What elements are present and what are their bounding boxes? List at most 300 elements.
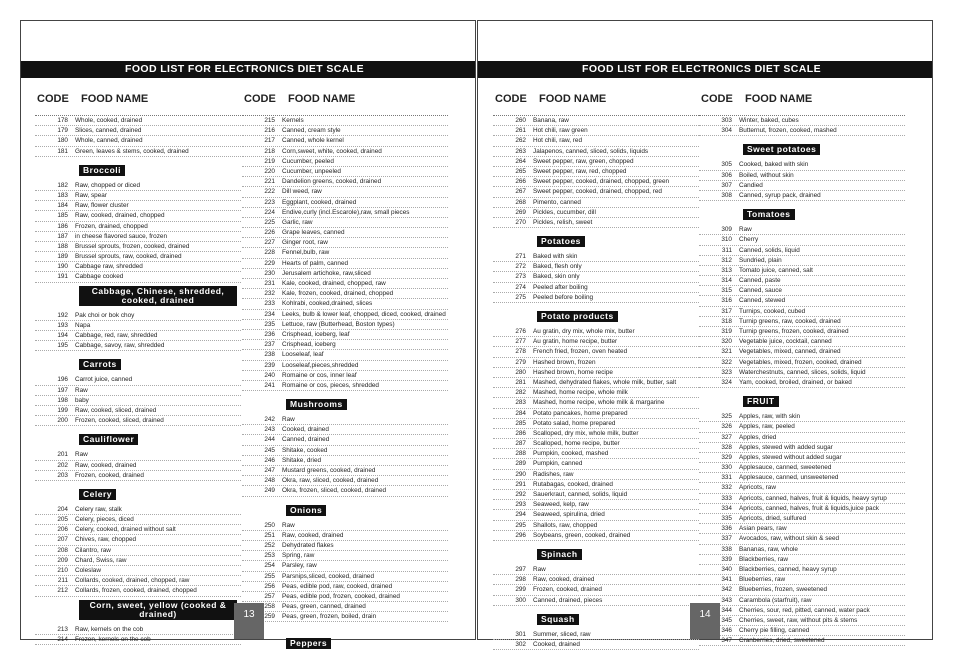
food-entry — [242, 561, 448, 571]
food-name: Mashed, dehydrated flakes, whole milk, butter, salt — [533, 378, 677, 386]
food-code: 269 — [515, 208, 526, 216]
food-code: 288 — [515, 450, 526, 458]
food-code: 334 — [721, 504, 732, 512]
food-entry — [35, 625, 241, 635]
food-entry — [493, 388, 699, 398]
food-name: Shallots, raw, chopped — [533, 521, 598, 529]
food-name: Cherries, sour, red, pitted, canned, water pack — [739, 606, 870, 614]
food-name: Turnip greens, frozen, cooked, drained — [739, 328, 849, 335]
food-entry — [493, 337, 699, 347]
food-entry — [699, 453, 905, 463]
food-name: Leeks, bulb & lower leaf, chopped, diced, cooked, drained — [282, 310, 446, 318]
food-entry — [35, 126, 241, 136]
food-name: Celery, pieces, diced — [75, 516, 134, 524]
category-heading — [537, 306, 699, 324]
food-entry — [699, 368, 905, 378]
food-code: 274 — [515, 283, 526, 291]
entry-list — [35, 116, 241, 645]
food-name: Blueberries, frozen, sweetened — [739, 586, 828, 594]
food-code: 336 — [721, 525, 732, 533]
food-entry — [699, 317, 905, 327]
food-entry — [699, 636, 905, 646]
food-name: Seaweed, spirulina, dried — [533, 511, 605, 519]
food-entry — [493, 157, 699, 167]
food-name: Cabbage, red, raw, shredded — [75, 332, 158, 339]
food-code: 258 — [264, 603, 275, 611]
food-entry — [699, 616, 905, 626]
food-name: Looseleaf, leaf — [282, 351, 324, 359]
food-name: Raw, kernels on the cob — [75, 625, 144, 633]
food-name: Green, leaves & stems, cooked, drained — [75, 147, 189, 155]
food-code: 185 — [57, 212, 68, 220]
food-name: Pumpkin, cooked, mashed — [533, 450, 609, 458]
food-name: Seaweed, kelp, raw — [533, 501, 589, 509]
food-entry — [699, 504, 905, 514]
food-code: 285 — [515, 419, 526, 427]
food-code: 325 — [721, 413, 732, 421]
food-name: Peeled before boiling — [533, 293, 594, 301]
food-code: 313 — [721, 266, 732, 274]
food-code: 194 — [57, 332, 68, 339]
food-name: Celery, cooked, drained without salt — [75, 526, 176, 534]
food-entry — [242, 177, 448, 187]
food-code: 243 — [264, 426, 275, 434]
food-name: Canned, drained, pieces — [533, 596, 603, 604]
food-code: 222 — [264, 188, 275, 196]
food-name: Turnips, cooked, cubed — [739, 307, 806, 315]
food-code: 315 — [721, 287, 732, 295]
page-14 — [477, 20, 933, 648]
food-code: 292 — [515, 491, 526, 498]
food-name: Raw, chopped or diced — [75, 181, 141, 189]
food-code: 286 — [515, 429, 526, 437]
food-entry — [35, 116, 241, 126]
food-name: Canned, solids, liquid — [739, 246, 800, 254]
food-name: Canned, sauce — [739, 287, 782, 295]
food-entry — [35, 546, 241, 556]
food-column — [493, 91, 699, 650]
food-entry — [699, 235, 905, 245]
food-name: Crisphead, iceberg, leaf — [282, 330, 350, 338]
food-entry — [699, 296, 905, 306]
food-entry — [242, 476, 448, 486]
food-name: Cabbage, savoy, raw, shredded — [75, 342, 165, 350]
food-name: Kernels — [282, 117, 304, 124]
food-entry — [493, 575, 699, 585]
food-entry — [35, 331, 241, 341]
food-code: 282 — [515, 389, 526, 397]
food-code: 216 — [264, 127, 275, 135]
food-entry — [493, 630, 699, 640]
food-code: 199 — [57, 406, 68, 414]
food-name: Raw, cooked, drained, chopped — [75, 212, 165, 220]
food-code: 326 — [721, 423, 732, 431]
food-entry — [242, 531, 448, 541]
code-header: CODE — [495, 93, 527, 105]
food-entry — [242, 238, 448, 248]
food-name: Raw — [739, 226, 752, 234]
food-name: Raw — [75, 386, 88, 394]
food-code: 244 — [264, 436, 275, 444]
food-entry — [493, 187, 699, 197]
food-code: 237 — [264, 341, 275, 349]
food-name: Raw, cooked, drained — [282, 531, 344, 539]
food-code: 203 — [57, 471, 68, 479]
food-entry — [242, 228, 448, 238]
food-name: Asian pears, raw — [739, 525, 787, 533]
food-code: 297 — [515, 565, 526, 573]
food-name: Kale, cooked, drained, chopped, raw — [282, 280, 386, 287]
food-entry — [35, 147, 241, 157]
food-name: Frozen, cooked, drained — [75, 471, 144, 479]
category-label: Sweet potatoes — [743, 144, 820, 155]
food-name: Carambola (starfruit), raw — [739, 596, 812, 604]
food-name: Carrot juice, canned — [75, 376, 133, 384]
food-entry — [242, 136, 448, 146]
food-name: Mashed, home recipe, whole milk — [533, 389, 628, 397]
header-divider — [699, 107, 905, 116]
food-name: Candied — [739, 181, 763, 189]
food-entry — [493, 585, 699, 595]
food-name: Okra, frozen, sliced, cooked, drained — [282, 487, 387, 495]
food-entry — [493, 470, 699, 480]
food-name: in cheese flavored sauce, frozen — [75, 232, 168, 240]
food-entry — [699, 524, 905, 534]
food-name: Vegetables, mixed, frozen, cooked, drained — [739, 358, 862, 366]
food-entry — [493, 218, 699, 228]
food-entry — [242, 381, 448, 391]
food-code: 195 — [57, 342, 68, 350]
food-name: Scalloped, dry mix, whole milk, butter — [533, 429, 639, 437]
food-name: Hashed brown, home recipe — [533, 368, 613, 376]
food-entry — [493, 419, 699, 429]
category-heading — [537, 609, 699, 627]
food-code: 206 — [57, 526, 68, 534]
food-name: Blueberries, raw — [739, 576, 786, 584]
food-code: 213 — [57, 625, 68, 633]
food-code: 221 — [264, 178, 275, 186]
food-name: Baked, skin only — [533, 273, 580, 281]
food-entry — [242, 320, 448, 330]
food-name: Bananas, raw, whole — [739, 545, 798, 553]
category-label: Peppers — [286, 638, 331, 649]
food-code: 191 — [57, 273, 68, 281]
food-code: 312 — [721, 256, 732, 264]
food-entry — [242, 572, 448, 582]
food-code: 320 — [721, 338, 732, 346]
food-name: Looseleaf,pieces,shredded — [282, 361, 359, 369]
food-code: 207 — [57, 536, 68, 544]
food-entry — [699, 225, 905, 235]
food-code: 245 — [264, 446, 275, 454]
food-code: 254 — [264, 562, 275, 570]
food-name: Baked, flesh only — [533, 263, 582, 271]
food-entry — [699, 626, 905, 636]
food-name: Sweet pepper, cooked, drained, chopped, red — [533, 188, 662, 196]
food-name: Avocados, raw, without skin & seed — [739, 535, 840, 543]
food-entry — [493, 136, 699, 146]
food-code: 186 — [57, 222, 68, 230]
food-code: 201 — [57, 451, 68, 459]
food-name: Parsnips,sliced, cooked, drained — [282, 572, 375, 580]
food-name: Vegetable juice, cocktail, canned — [739, 338, 832, 346]
food-code: 259 — [264, 613, 275, 621]
food-name: Canned, syrup pack, drained — [739, 191, 821, 199]
food-entry — [699, 337, 905, 347]
category-label: Spinach — [537, 549, 582, 560]
food-code: 331 — [721, 474, 732, 482]
food-name: Cilantro, raw — [75, 546, 111, 554]
category-heading — [286, 394, 448, 412]
food-code: 278 — [515, 348, 526, 356]
food-name: Cherries, sweet, raw, without pits & stems — [739, 616, 858, 624]
food-name: Butternut, frozen, cooked, mashed — [739, 127, 837, 135]
food-code: 217 — [264, 137, 275, 145]
food-name: Sweet pepper, raw, green, chopped — [533, 157, 634, 165]
food-entry — [35, 535, 241, 545]
food-code: 192 — [57, 311, 68, 319]
category-label: Potato products — [537, 311, 618, 322]
food-entry — [493, 459, 699, 469]
food-name: Potato pancakes, home prepared — [533, 409, 628, 417]
food-entry — [35, 586, 241, 596]
food-entry — [35, 262, 241, 272]
food-code: 333 — [721, 494, 732, 502]
food-code: 198 — [57, 396, 68, 404]
page-13 — [20, 20, 476, 649]
page-title: FOOD LIST FOR ELECTRONICS DIET SCALE — [21, 61, 475, 78]
food-code: 328 — [721, 443, 732, 451]
food-name: Endive,curly (incl.Escarole),raw, small pieces — [282, 208, 410, 216]
food-entry — [35, 515, 241, 525]
food-code: 225 — [264, 218, 275, 226]
food-name: Canned, cream style — [282, 127, 341, 135]
food-entry — [35, 576, 241, 586]
food-entry — [699, 545, 905, 555]
category-heading — [743, 391, 905, 409]
food-name: Radishes, raw — [533, 470, 574, 478]
food-code: 324 — [721, 378, 732, 386]
food-entry — [35, 461, 241, 471]
food-entry — [493, 449, 699, 459]
food-name: Peas, green, frozen, boiled, drain — [282, 613, 377, 621]
food-name: Fennel,bulb, raw — [282, 249, 330, 257]
food-name: Raw — [282, 416, 295, 424]
food-name: Kohlrabi, cooked,drained, slices — [282, 300, 373, 308]
food-code: 215 — [264, 117, 275, 124]
food-entry — [493, 640, 699, 650]
food-entry — [35, 635, 241, 645]
food-entry — [699, 463, 905, 473]
food-code: 220 — [264, 167, 275, 175]
food-code: 296 — [515, 531, 526, 539]
food-name: Romaine or cos, pieces, shredded — [282, 381, 379, 389]
food-entry — [493, 531, 699, 541]
food-name: Hashed brown, frozen — [533, 358, 596, 366]
food-entry — [699, 246, 905, 256]
food-entry — [35, 566, 241, 576]
food-code: 233 — [264, 300, 275, 308]
category-label: Cauliflower — [79, 434, 138, 445]
category-label: Broccoli — [79, 165, 125, 176]
food-code: 232 — [264, 290, 275, 298]
food-code: 211 — [57, 577, 68, 585]
food-entry — [35, 242, 241, 252]
food-code: 340 — [721, 565, 732, 573]
food-name: Tomato juice, canned, salt — [739, 266, 813, 274]
food-code: 229 — [264, 259, 275, 267]
food-entry — [35, 450, 241, 460]
food-name: Apples, stewed without added sugar — [739, 453, 842, 461]
food-entry — [493, 167, 699, 177]
food-entry — [242, 218, 448, 228]
food-code: 317 — [721, 307, 732, 315]
food-code: 224 — [264, 208, 275, 216]
food-name: Ginger root, raw — [282, 239, 328, 247]
food-code: 263 — [515, 147, 526, 155]
food-code: 231 — [264, 280, 275, 287]
food-name: Garlic, raw — [282, 218, 313, 226]
page-title: FOOD LIST FOR ELECTRONICS DIET SCALE — [478, 61, 932, 78]
food-entry — [493, 327, 699, 337]
food-code: 246 — [264, 456, 275, 464]
food-entry — [242, 435, 448, 445]
food-entry — [493, 347, 699, 357]
food-entry — [35, 211, 241, 221]
food-entry — [699, 160, 905, 170]
food-entry — [699, 422, 905, 432]
food-code: 277 — [515, 338, 526, 346]
food-entry — [699, 596, 905, 606]
food-entry — [699, 412, 905, 422]
food-code: 318 — [721, 317, 732, 325]
food-entry — [35, 252, 241, 262]
food-entry — [699, 575, 905, 585]
food-code: 304 — [721, 127, 732, 135]
food-name: Cabbage cooked — [75, 273, 124, 281]
food-entry — [493, 521, 699, 531]
category-heading — [537, 231, 699, 249]
food-entry — [493, 378, 699, 388]
food-code: 235 — [264, 320, 275, 328]
food-entry — [699, 347, 905, 357]
column-header — [699, 91, 905, 107]
food-code: 330 — [721, 464, 732, 472]
food-entry — [493, 490, 699, 500]
food-code: 226 — [264, 229, 275, 237]
food-name: Au gratin, dry mix, whole mix, butter — [533, 328, 635, 335]
food-entry — [493, 293, 699, 303]
food-entry — [699, 266, 905, 276]
food-entry — [493, 596, 699, 606]
food-entry — [493, 368, 699, 378]
code-header: CODE — [701, 93, 733, 105]
food-name: Cooked, drained — [533, 640, 580, 648]
food-name-header: FOOD NAME — [81, 93, 149, 105]
food-name: Lettuce, raw (Butterhead, Boston types) — [282, 320, 395, 328]
food-code: 311 — [721, 246, 732, 254]
food-name: Shitake, dried — [282, 456, 322, 464]
food-code: 291 — [515, 480, 526, 488]
category-label: Corn, sweet, yellow (cooked & drained) — [79, 600, 237, 620]
food-entry — [242, 147, 448, 157]
category-heading — [79, 600, 241, 622]
food-name: Romaine or cos, inner leaf — [282, 371, 357, 379]
food-code: 306 — [721, 171, 732, 179]
food-entry — [699, 534, 905, 544]
food-entry — [493, 429, 699, 439]
page-number: 14 — [690, 603, 720, 639]
food-name: Rutabagas, cooked, drained — [533, 480, 613, 488]
food-name: Boiled, without skin — [739, 171, 794, 179]
food-entry — [35, 406, 241, 416]
food-code: 289 — [515, 460, 526, 468]
food-code: 181 — [57, 147, 68, 155]
food-entry — [493, 283, 699, 293]
food-name: Vegetables, mixed, canned, drained — [739, 348, 841, 356]
food-entry — [493, 126, 699, 136]
food-entry — [493, 358, 699, 368]
food-name: Cucumber, unpeeled — [282, 167, 341, 175]
column-header — [242, 91, 448, 107]
food-name: Sweet pepper, raw, red, chopped — [533, 167, 627, 175]
food-code: 228 — [264, 249, 275, 257]
food-name: Summer, sliced, raw — [533, 630, 591, 638]
food-code: 262 — [515, 137, 526, 145]
food-code: 210 — [57, 567, 68, 574]
food-code: 253 — [264, 552, 275, 560]
food-code: 256 — [264, 582, 275, 590]
food-entry — [35, 311, 241, 321]
header-divider — [242, 107, 448, 116]
food-entry — [242, 167, 448, 177]
food-name: Canned, whole kernel — [282, 137, 344, 145]
food-entry — [242, 299, 448, 309]
food-code: 298 — [515, 576, 526, 584]
food-entry — [699, 433, 905, 443]
food-code: 202 — [57, 461, 68, 469]
food-name: Mashed, home recipe, whole milk & margarine — [533, 399, 665, 407]
food-code: 257 — [264, 592, 275, 600]
food-entry — [242, 289, 448, 299]
food-entry — [242, 126, 448, 136]
food-name: Raw, flower cluster — [75, 202, 129, 210]
food-code: 332 — [721, 484, 732, 492]
category-heading — [537, 544, 699, 562]
food-entry — [493, 398, 699, 408]
food-name: Pumpkin, canned — [533, 460, 583, 468]
food-name: Canned, stewed — [739, 297, 786, 305]
food-code: 308 — [721, 191, 732, 199]
food-code: 283 — [515, 399, 526, 407]
food-entry — [242, 310, 448, 320]
food-entry — [242, 551, 448, 561]
food-name: Cucumber, peeled — [282, 157, 334, 165]
food-entry — [699, 483, 905, 493]
food-entry — [699, 327, 905, 337]
food-name: Raw — [282, 521, 295, 529]
food-column — [35, 91, 241, 645]
food-name: Raw — [75, 451, 88, 459]
food-name: Sweet pepper, cooked, drained, chopped, green — [533, 178, 670, 186]
food-code: 247 — [264, 467, 275, 474]
food-entry — [35, 386, 241, 396]
food-name: Potato salad, home prepared — [533, 419, 616, 427]
food-name: Winter, baked, cubes — [739, 117, 799, 124]
food-code: 347 — [721, 637, 732, 645]
food-name: Apricots, dried, sulfured — [739, 515, 807, 522]
food-code: 305 — [721, 161, 732, 169]
